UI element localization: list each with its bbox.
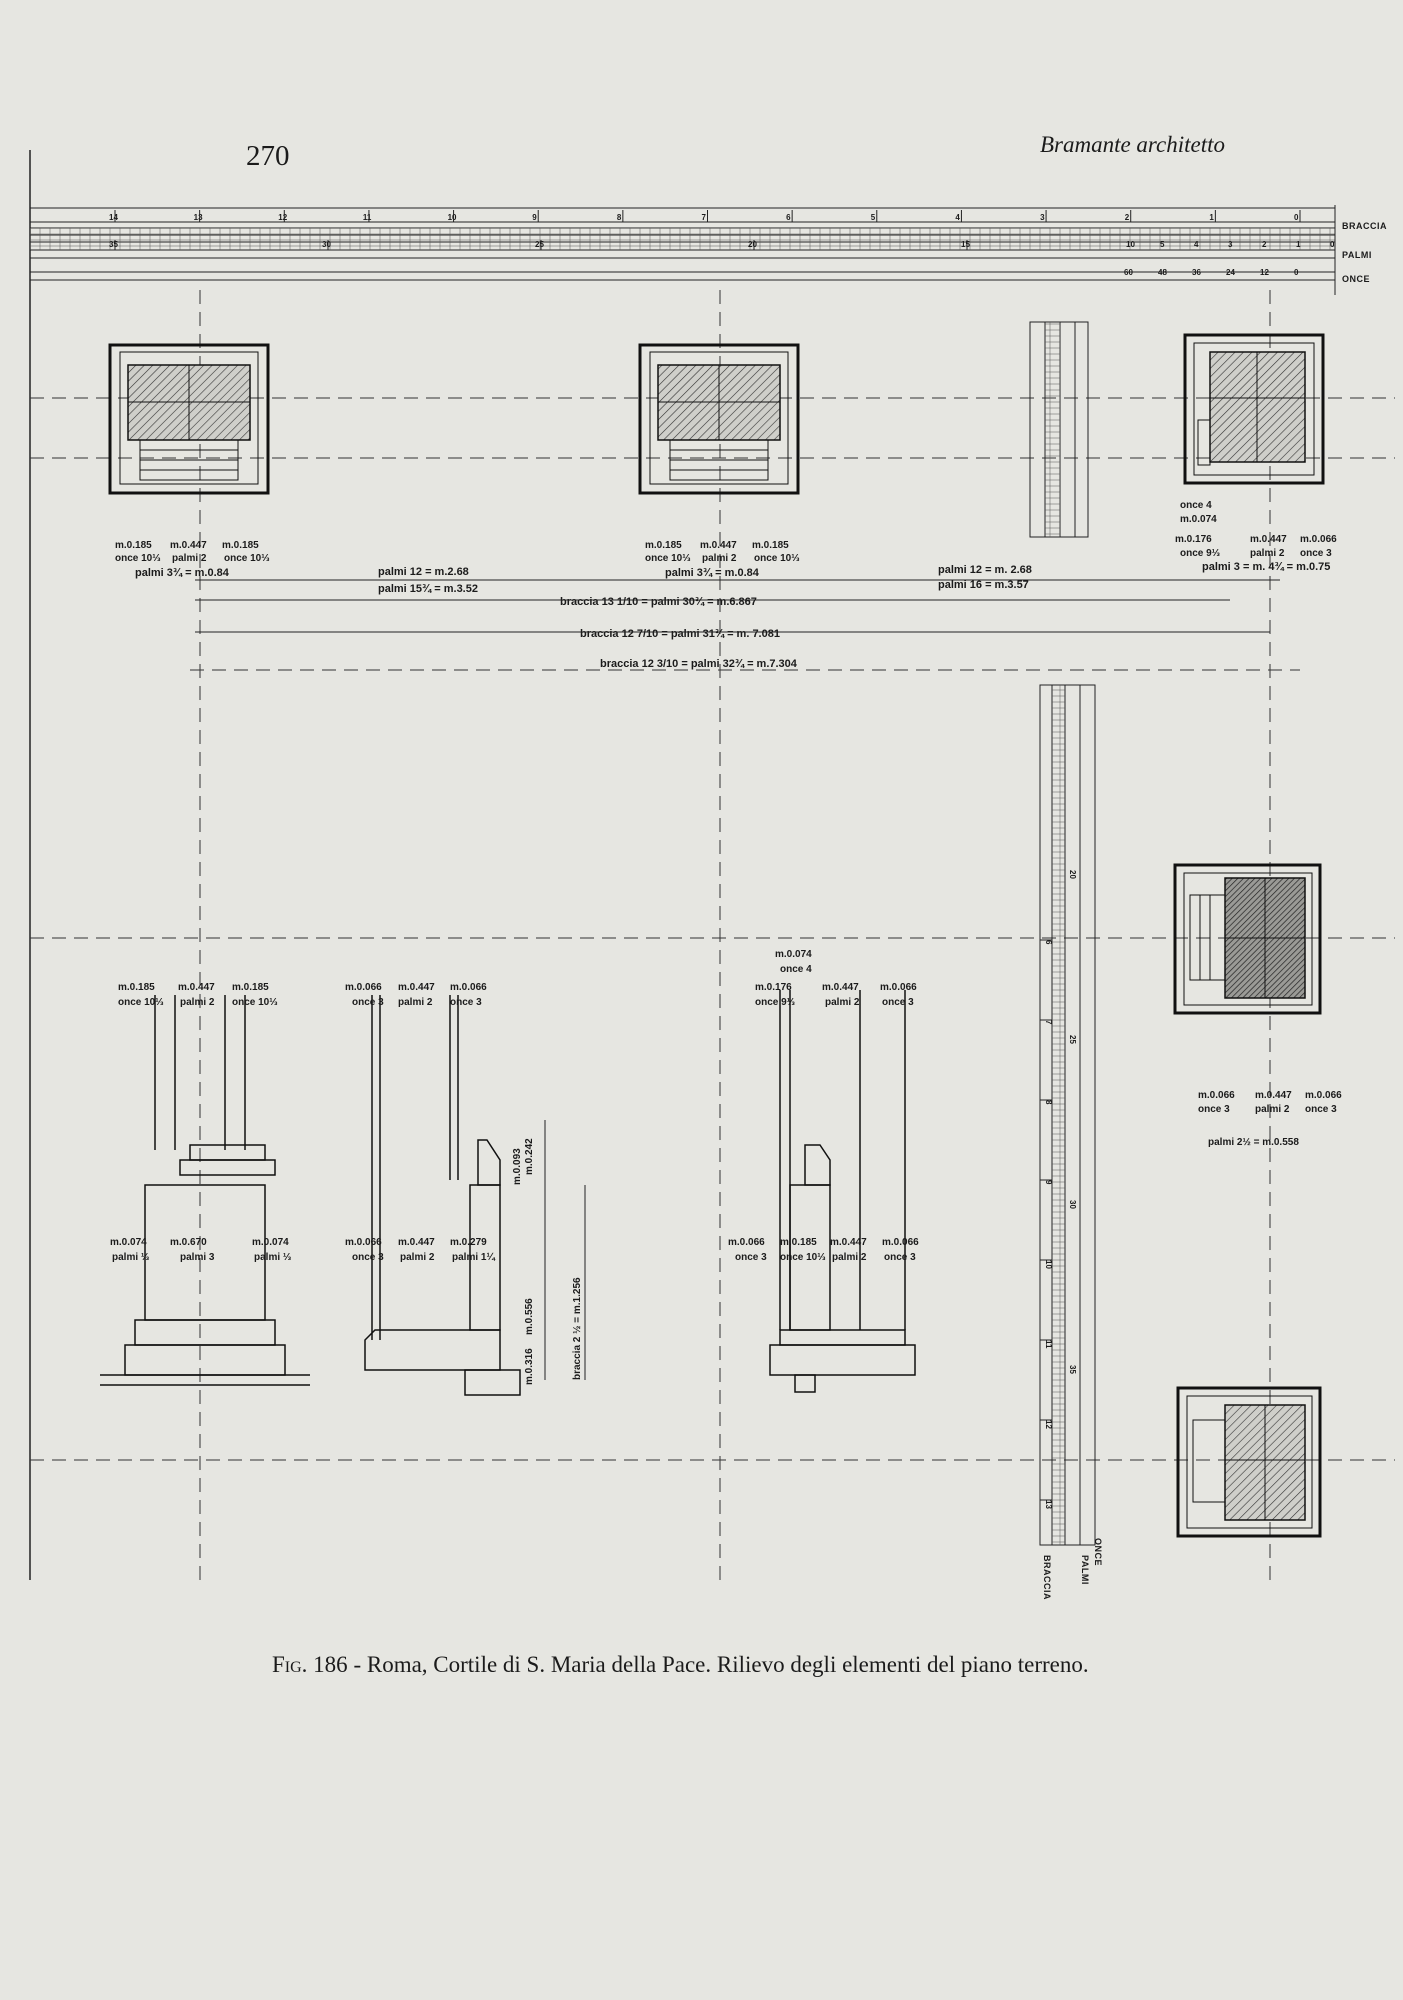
vertical-scale-upper — [1030, 322, 1088, 537]
right-once-2: palmi 2 — [1250, 548, 1285, 559]
e3-top-1: m.0.176 — [755, 982, 792, 993]
center-once-2: palmi 2 — [702, 553, 737, 564]
e3-once-3: once 3 — [882, 997, 914, 1008]
vscale-braccia-tick: 12 — [1044, 1420, 1053, 1429]
side-once-1: once 3 — [1198, 1104, 1230, 1115]
e2-vert-5: braccia 2 ½ = m.1.256 — [572, 1277, 583, 1380]
caption-text: - Roma, Cortile di S. Maria della Pace. Rilievo degli elementi del piano terreno. — [347, 1652, 1089, 1677]
e3-once-1: once 9⅓ — [755, 997, 796, 1008]
pier-plan-right-bottom — [1178, 1388, 1320, 1536]
vscale-braccia-tick: 11 — [1044, 1340, 1053, 1349]
e1-top-3: m.0.185 — [232, 982, 269, 993]
interaxis-3: palmi 12 = m. 2.68 — [938, 564, 1032, 576]
interaxis-1: palmi 12 = m.2.68 — [378, 566, 469, 578]
right-dim-3: m.0.066 — [1300, 534, 1337, 545]
e3-top-0: m.0.074 — [775, 949, 812, 960]
pier-plan-center — [640, 345, 798, 493]
vscale-braccia-tick: 13 — [1044, 1500, 1053, 1509]
e2-top-2: m.0.447 — [398, 982, 435, 993]
vscale-braccia-tick: 9 — [1044, 1180, 1053, 1185]
once-tick: 24 — [1226, 268, 1235, 277]
right-dim-1: m.0.176 — [1175, 534, 1212, 545]
right-bottom: palmi 3 = m. 4¾ = m.0.75 — [1202, 561, 1331, 573]
e1-top-2: m.0.447 — [178, 982, 215, 993]
e2-base-2: m.0.447 — [398, 1237, 435, 1248]
e2-palmi-1: once 3 — [352, 1252, 384, 1263]
e1-top-1: m.0.185 — [118, 982, 155, 993]
braccia-tick: 7 — [701, 213, 706, 222]
e2-vert-2: m.0.093 — [512, 1148, 523, 1185]
running-head: Bramante architetto — [1039, 132, 1225, 157]
vscale-palmi-tick: 30 — [1068, 1200, 1077, 1209]
braccia-tick: 0 — [1294, 213, 1299, 222]
e1-once-2: palmi 2 — [180, 997, 215, 1008]
interaxis-5: braccia 13 1/10 = palmi 30¾ = m.6.867 — [560, 596, 757, 608]
center-dim-2: m.0.447 — [700, 540, 737, 551]
left-once-2: palmi 2 — [172, 553, 207, 564]
elevation-dimensions — [110, 949, 1342, 1385]
e3-top-once0: once 4 — [780, 964, 812, 975]
left-dim-3: m.0.185 — [222, 540, 259, 551]
right-m0074: m.0.074 — [1180, 514, 1217, 525]
center-once-1: once 10⅓ — [645, 553, 691, 564]
e1-base-2: m.0.670 — [170, 1237, 207, 1248]
braccia-tick: 5 — [870, 213, 876, 222]
left-dim-1: m.0.185 — [115, 540, 152, 551]
center-once-3: once 10⅓ — [754, 553, 800, 564]
palmi-small-tick: 1 — [1296, 240, 1301, 249]
braccia-tick: 10 — [447, 213, 457, 222]
e2-top-3: m.0.066 — [450, 982, 487, 993]
right-dim-2: m.0.447 — [1250, 534, 1287, 545]
braccia-tick: 2 — [1124, 213, 1130, 222]
side-top-1: m.0.066 — [1198, 1090, 1235, 1101]
side-top-3: m.0.066 — [1305, 1090, 1342, 1101]
elevation-1 — [100, 995, 310, 1385]
vscale-palmi-tick: 35 — [1068, 1365, 1077, 1374]
palmi-small-tick: 4 — [1194, 240, 1199, 249]
once-tick: 48 — [1158, 268, 1167, 277]
e2-base-1: m.0.066 — [345, 1237, 382, 1248]
right-once-3: once 3 — [1300, 548, 1332, 559]
palmi-small-tick: 3 — [1228, 240, 1233, 249]
right-once4: once 4 — [1180, 500, 1212, 511]
braccia-tick: 14 — [109, 213, 118, 222]
e3-top-2: m.0.447 — [822, 982, 859, 993]
e3-palmi-2: once 10⅓ — [780, 1252, 826, 1263]
interaxis-4: palmi 16 = m.3.57 — [938, 579, 1029, 591]
e2-palmi-2: palmi 2 — [400, 1252, 435, 1263]
interaxis-6: braccia 12 7/10 = palmi 31¾ = m. 7.081 — [580, 628, 780, 640]
vscale-palmi-tick: 25 — [1068, 1035, 1077, 1044]
e1-base-1: m.0.074 — [110, 1237, 147, 1248]
braccia-tick: 3 — [1040, 213, 1045, 222]
vscale-braccia-tick: 6 — [1044, 940, 1053, 945]
e2-vert-4: m.0.316 — [524, 1348, 535, 1385]
palmi-tick: 30 — [322, 240, 331, 249]
e3-top-3: m.0.066 — [880, 982, 917, 993]
braccia-tick: 13 — [193, 213, 203, 222]
side-top-2: m.0.447 — [1255, 1090, 1292, 1101]
palmi-tick: 25 — [535, 240, 544, 249]
pier-plan-right-middle — [1175, 865, 1320, 1013]
left-once-3: once 10⅓ — [224, 553, 270, 564]
e1-palmi-3: palmi ⅓ — [254, 1252, 292, 1263]
e1-base-3: m.0.074 — [252, 1237, 289, 1248]
e2-vert-1: m.0.242 — [524, 1138, 535, 1175]
elevation-2 — [365, 995, 520, 1395]
pier-plan-left — [110, 345, 268, 493]
e1-once-1: once 10⅓ — [118, 997, 164, 1008]
right-once-1: once 9⅓ — [1180, 548, 1221, 559]
once-tick: 60 — [1124, 268, 1133, 277]
palmi-small-tick: 2 — [1262, 240, 1267, 249]
center-dim-1: m.0.185 — [645, 540, 682, 551]
scale-label-palmi: PALMI — [1342, 250, 1372, 260]
once-tick: 12 — [1260, 268, 1269, 277]
braccia-tick: 12 — [278, 213, 288, 222]
e2-palmi-3: palmi 1¼ — [452, 1252, 495, 1263]
vscale-label-palmi: PALMI — [1080, 1555, 1090, 1585]
plan-dimensions — [115, 500, 1337, 670]
side-once-3: once 3 — [1305, 1104, 1337, 1115]
vscale-braccia-tick: 7 — [1044, 1020, 1053, 1025]
side-bottom: palmi 2½ = m.0.558 — [1208, 1137, 1299, 1148]
braccia-tick: 9 — [532, 213, 537, 222]
e2-once-3: once 3 — [450, 997, 482, 1008]
palmi-small-tick: 0 — [1330, 240, 1335, 249]
palmi-small-tick: 10 — [1126, 240, 1135, 249]
pier-plan-right — [1185, 335, 1323, 483]
e1-palmi-1: palmi ⅓ — [112, 1252, 150, 1263]
vscale-braccia-tick: 8 — [1044, 1100, 1053, 1105]
palmi-tick: 15 — [961, 240, 970, 249]
figure-label: Fig. 186 — [272, 1652, 348, 1677]
e2-vert-3: m.0.556 — [524, 1298, 535, 1335]
vscale-label-once: ONCE — [1093, 1538, 1103, 1567]
vscale-braccia-tick: 10 — [1044, 1260, 1053, 1269]
once-tick: 0 — [1294, 268, 1299, 277]
center-dim-3: m.0.185 — [752, 540, 789, 551]
braccia-tick: 1 — [1209, 213, 1214, 222]
interaxis-2: palmi 15¾ = m.3.52 — [378, 583, 478, 595]
e2-base-3: m.0.279 — [450, 1237, 487, 1248]
e3-palmi-1: once 3 — [735, 1252, 767, 1263]
e2-once-2: palmi 2 — [398, 997, 433, 1008]
e3-base-1: m.0.066 — [728, 1237, 765, 1248]
e3-palmi-4: once 3 — [884, 1252, 916, 1263]
e2-top-1: m.0.066 — [345, 982, 382, 993]
left-dim-2: m.0.447 — [170, 540, 207, 551]
center-bottom: palmi 3¾ = m.0.84 — [665, 567, 759, 579]
braccia-tick: 11 — [362, 213, 372, 222]
elevation-3 — [770, 990, 915, 1392]
e1-once-3: once 10⅓ — [232, 997, 278, 1008]
once-tick: 36 — [1192, 268, 1201, 277]
palmi-small-tick: 5 — [1160, 240, 1165, 249]
palmi-tick: 35 — [109, 240, 118, 249]
e2-once-1: once 3 — [352, 997, 384, 1008]
scale-label-braccia: BRACCIA — [1342, 221, 1387, 231]
braccia-tick: 6 — [786, 213, 791, 222]
e1-palmi-2: palmi 3 — [180, 1252, 215, 1263]
scale-label-once: ONCE — [1342, 274, 1371, 284]
left-once-1: once 10⅓ — [115, 553, 161, 564]
palmi-tick: 20 — [748, 240, 757, 249]
e3-base-4: m.0.066 — [882, 1237, 919, 1248]
figure-caption — [272, 1652, 1226, 1678]
braccia-tick: 8 — [616, 213, 622, 222]
side-once-2: palmi 2 — [1255, 1104, 1290, 1115]
vscale-palmi-tick: 20 — [1068, 870, 1077, 879]
e3-palmi-3: palmi 2 — [832, 1252, 867, 1263]
e3-base-2: m.0.185 — [780, 1237, 817, 1248]
e3-base-3: m.0.447 — [830, 1237, 867, 1248]
left-bottom: palmi 3¾ = m.0.84 — [135, 567, 229, 579]
scale-bar — [30, 205, 1387, 295]
vscale-label-braccia: BRACCIA — [1042, 1555, 1052, 1600]
braccia-tick: 4 — [955, 213, 960, 222]
interaxis-7: braccia 12 3/10 = palmi 32¾ = m.7.304 — [600, 658, 797, 670]
e3-once-2: palmi 2 — [825, 997, 860, 1008]
vertical-scale-lower — [1040, 685, 1095, 1545]
page-number: 270 — [246, 140, 290, 172]
